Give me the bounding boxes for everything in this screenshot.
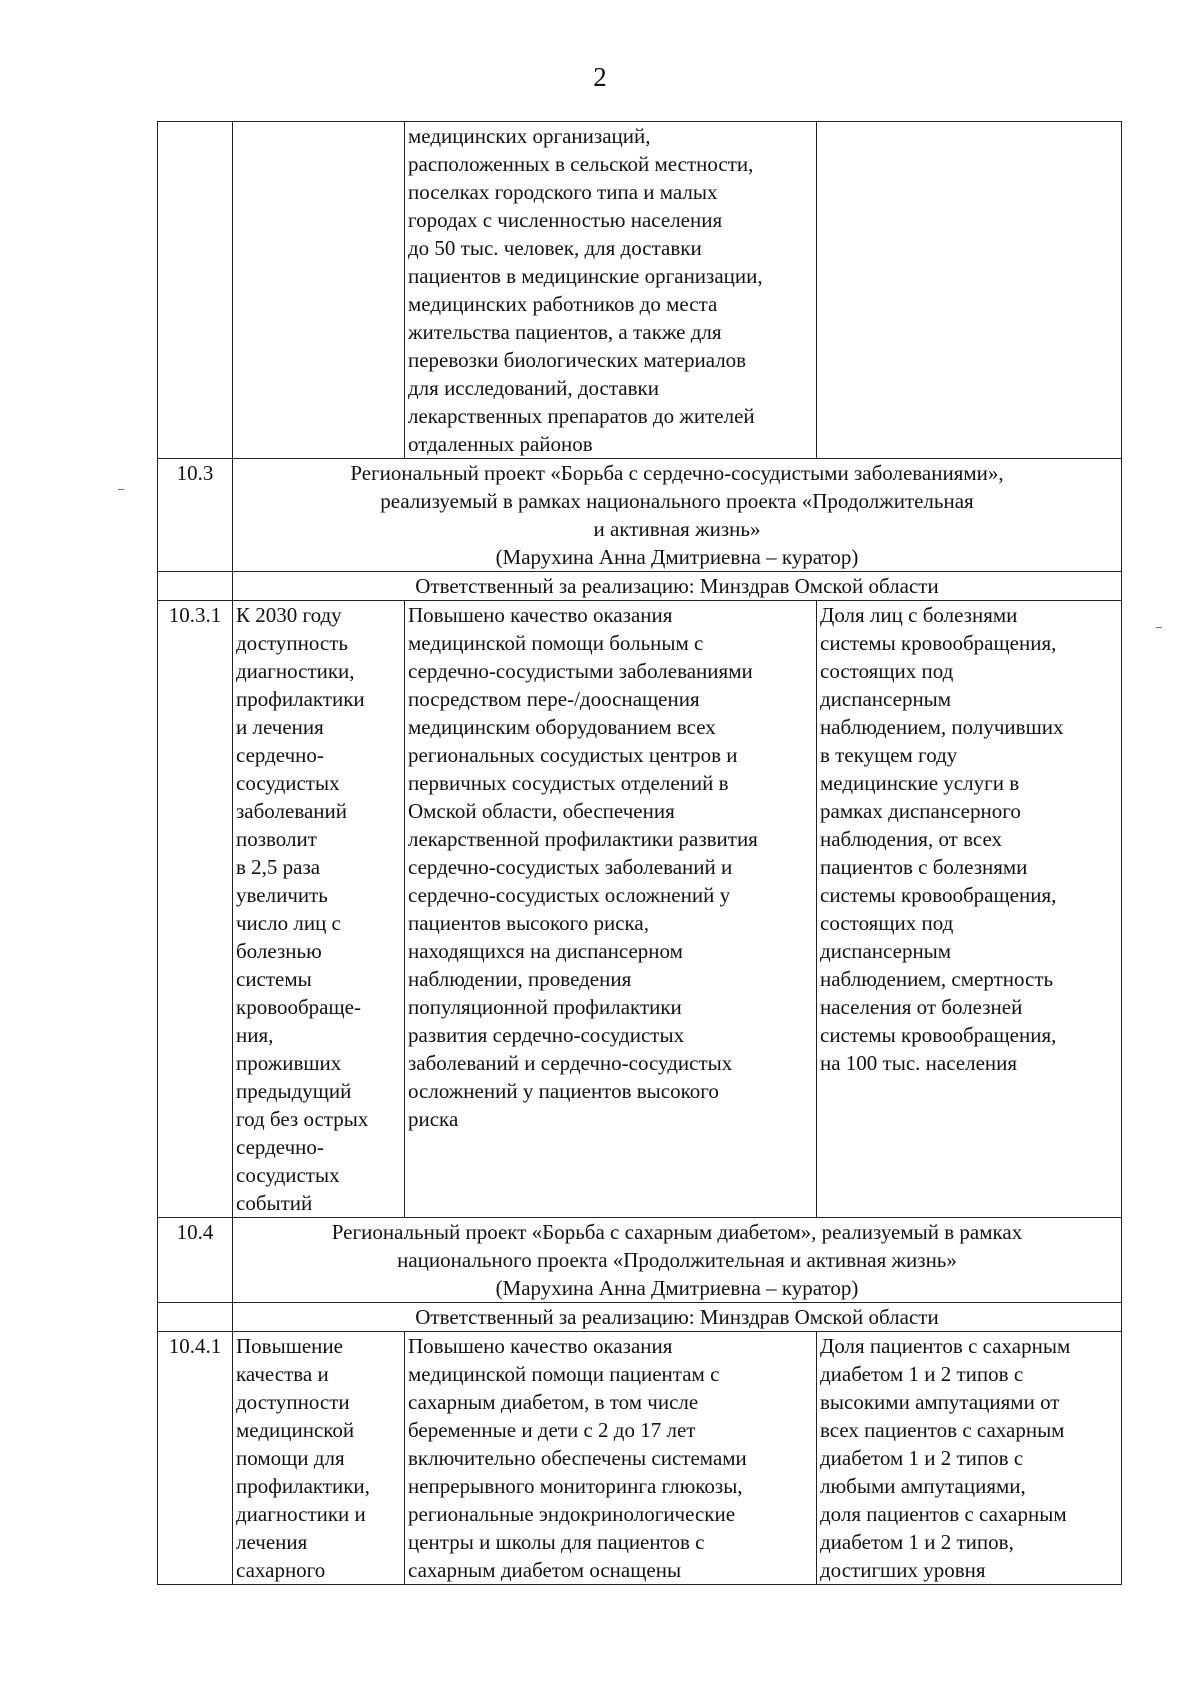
text-line: населения от болезней (820, 995, 1023, 1019)
text-line: первичных сосудистых отделений в (408, 771, 729, 795)
text-line: сердечно-сосудистых заболеваний и (408, 855, 733, 879)
text-line: беременные и дети с 2 до 17 лет (408, 1418, 696, 1442)
indicator-text (820, 601, 1118, 1077)
text-line: риска (408, 1107, 459, 1131)
text-line: ния, (236, 1023, 274, 1047)
indicator-text (820, 1332, 1118, 1584)
text-line: рамках диспансерного (820, 799, 1021, 823)
text-line: состоящих под (820, 911, 954, 935)
number-cell (158, 1303, 233, 1332)
project-title-text (236, 459, 1118, 571)
text-line: городах с численностью населения (408, 208, 723, 232)
text-line: диагностики и (236, 1502, 366, 1526)
text-line: Повышение (236, 1334, 343, 1358)
text-line: непрерывного мониторинга глюкозы, (408, 1474, 743, 1498)
text-line: лекарственной профилактики развития (408, 827, 758, 851)
result-cell (405, 1332, 817, 1585)
measures-table (157, 121, 1122, 1585)
text-line: всех пациентов с сахарным (820, 1418, 1065, 1442)
page-number: 2 (593, 62, 607, 92)
text-line: состоящих под (820, 659, 954, 683)
text-line: лечения (236, 1530, 308, 1554)
text-line: диабетом 1 и 2 типов с (820, 1446, 1024, 1470)
text-line: диагностики, (236, 659, 355, 683)
text-line: региональные эндокринологические (408, 1502, 736, 1526)
text-line: любыми ампутациями, (820, 1474, 1026, 1498)
text-line: болезнью (236, 939, 322, 963)
text-line: (Марухина Анна Дмитриевна – куратор) (495, 1276, 859, 1300)
text-line: развития сердечно-сосудистых (408, 1023, 685, 1047)
goal-cell (233, 1332, 405, 1585)
text-line: поселках городского типа и малых (408, 180, 718, 204)
text-line: в 2,5 раза (236, 855, 321, 879)
text-line: медицинской помощи пациентам с (408, 1362, 720, 1386)
text-line: диспансерным (820, 939, 952, 963)
goal-cell (233, 122, 405, 459)
text-line: системы кровообращения, (820, 631, 1057, 655)
text-line: Доля лиц с болезнями (820, 603, 1018, 627)
text-line: посредством пере-/дооснащения (408, 687, 700, 711)
text-line: медицинские услуги в (820, 771, 1020, 795)
item-number: 10.4.1 (158, 1332, 233, 1585)
table-row-project-10-3 (158, 459, 1122, 572)
text-line: реализуемый в рамках национального проекта «Продолжительная (380, 489, 974, 513)
table-row-project-10-4 (158, 1218, 1122, 1303)
text-line: доля пациентов с сахарным (820, 1502, 1067, 1526)
text-line: сосудистых (236, 771, 340, 795)
text-line: наблюдением, смертность (820, 967, 1054, 991)
text-line: помощи для (236, 1446, 345, 1470)
text-line: К 2030 году (236, 603, 342, 627)
text-line: проживших (236, 1051, 342, 1075)
text-line: наблюдением, получивших (820, 715, 1064, 739)
text-line: Доля пациентов с сахарным (820, 1334, 1071, 1358)
text-line: год без острых (236, 1107, 369, 1131)
text-line: на 100 тыс. населения (820, 1051, 1018, 1075)
text-line: лекарственных препаратов до жителей (408, 404, 755, 428)
table-row-item-10-4-1 (158, 1332, 1122, 1585)
result-cell (405, 122, 817, 459)
goal-text (236, 601, 401, 1217)
responsible-text: Ответственный за реализацию: Минздрав Омской области (233, 572, 1122, 601)
responsible-text: Ответственный за реализацию: Минздрав Омской области (233, 1303, 1122, 1332)
text-line: кровообраще- (236, 995, 361, 1019)
table-row-responsible-10-3 (158, 572, 1122, 601)
text-line: отдаленных районов (408, 432, 593, 456)
text-line: заболеваний (236, 799, 347, 823)
text-line: позволит (236, 827, 317, 851)
text-line: региональных сосудистых центров и (408, 743, 738, 767)
text-line: расположенных в сельской местности, (408, 152, 754, 176)
number-cell (158, 572, 233, 601)
result-text (408, 122, 813, 458)
text-line: системы кровообращения, (820, 883, 1057, 907)
text-line: и активная жизнь» (593, 517, 761, 541)
text-line: достигших уровня (820, 1558, 986, 1582)
text-line: Региональный проект «Борьба с сахарным диабетом», реализуемый в рамках (331, 1220, 1023, 1244)
text-line: предыдущий (236, 1079, 352, 1103)
text-line: событий (236, 1191, 313, 1215)
text-line: доступности (236, 1390, 350, 1414)
goal-cell (233, 601, 405, 1218)
table-row-continuation (158, 122, 1122, 459)
goal-text (236, 1332, 401, 1584)
text-line: медицинских организаций, (408, 124, 651, 148)
table-row-responsible-10-4 (158, 1303, 1122, 1332)
text-line: качества и (236, 1362, 329, 1386)
text-line: популяционной профилактики (408, 995, 682, 1019)
text-line: системы (236, 967, 312, 991)
text-line: профилактики, (236, 1474, 370, 1498)
text-line: сердечно-сосудистыми заболеваниями (408, 659, 753, 683)
text-line: перевозки биологических материалов (408, 348, 747, 372)
text-line: сахарным диабетом, в том числе (408, 1390, 699, 1414)
project-title (233, 1218, 1122, 1303)
number-cell (158, 122, 233, 459)
text-line: пациентов с болезнями (820, 855, 1028, 879)
project-number: 10.4 (158, 1218, 233, 1303)
text-line: пациентов в медицинские организации, (408, 264, 763, 288)
margin-mark (118, 489, 124, 490)
table-row-item-10-3-1 (158, 601, 1122, 1218)
text-line: пациентов высокого риска, (408, 911, 649, 935)
text-line: национального проекта «Продолжительная и активная жизнь» (397, 1248, 957, 1272)
text-line: наблюдения, от всех (820, 827, 1003, 851)
text-line: медицинской помощи больным с (408, 631, 704, 655)
result-cell (405, 601, 817, 1218)
indicator-cell (817, 601, 1122, 1218)
text-line: диспансерным (820, 687, 952, 711)
text-line: высокими ампутациями от (820, 1390, 1060, 1414)
text-line: сердечно- (236, 1135, 324, 1159)
result-text (408, 1332, 813, 1584)
text-line: сердечно- (236, 743, 324, 767)
text-line: медицинских работников до места (408, 292, 718, 316)
indicator-cell (817, 122, 1122, 459)
text-line: сосудистых (236, 1163, 340, 1187)
text-line: включительно обеспечены системами (408, 1446, 747, 1470)
text-line: Повышено качество оказания (408, 603, 673, 627)
project-number: 10.3 (158, 459, 233, 572)
text-line: центры и школы для пациентов с (408, 1530, 705, 1554)
text-line: увеличить (236, 883, 328, 907)
result-text (408, 601, 813, 1133)
text-line: Омской области, обеспечения (408, 799, 675, 823)
text-line: и лечения (236, 715, 324, 739)
text-line: Повышено качество оказания (408, 1334, 673, 1358)
text-line: жительства пациентов, а также для (408, 320, 722, 344)
text-line: системы кровообращения, (820, 1023, 1057, 1047)
text-line: сердечно-сосудистых осложнений у (408, 883, 731, 907)
margin-mark (1156, 627, 1162, 628)
item-number: 10.3.1 (158, 601, 233, 1218)
text-line: заболеваний и сердечно-сосудистых (408, 1051, 733, 1075)
text-line: диабетом 1 и 2 типов, (820, 1530, 1014, 1554)
text-line: профилактики (236, 687, 365, 711)
text-line: медицинской (236, 1418, 355, 1442)
text-line: медицинским оборудованием всех (408, 715, 716, 739)
project-title (233, 459, 1122, 572)
text-line: Региональный проект «Борьба с сердечно-сосудистыми заболеваниями», (350, 461, 1004, 485)
text-line: до 50 тыс. человек, для доставки (408, 236, 702, 260)
text-line: в текущем году (820, 743, 958, 767)
text-line: осложнений у пациентов высокого (408, 1079, 719, 1103)
text-line: сахарного (236, 1558, 326, 1582)
text-line: (Марухина Анна Дмитриевна – куратор) (495, 545, 859, 569)
text-line: для исследований, доставки (408, 376, 659, 400)
project-title-text (236, 1218, 1118, 1302)
text-line: диабетом 1 и 2 типов с (820, 1362, 1024, 1386)
text-line: сахарным диабетом оснащены (408, 1558, 682, 1582)
text-line: число лиц с (236, 911, 341, 935)
indicator-cell (817, 1332, 1122, 1585)
text-line: доступность (236, 631, 349, 655)
text-line: находящихся на диспансерном (408, 939, 683, 963)
text-line: наблюдении, проведения (408, 967, 632, 991)
